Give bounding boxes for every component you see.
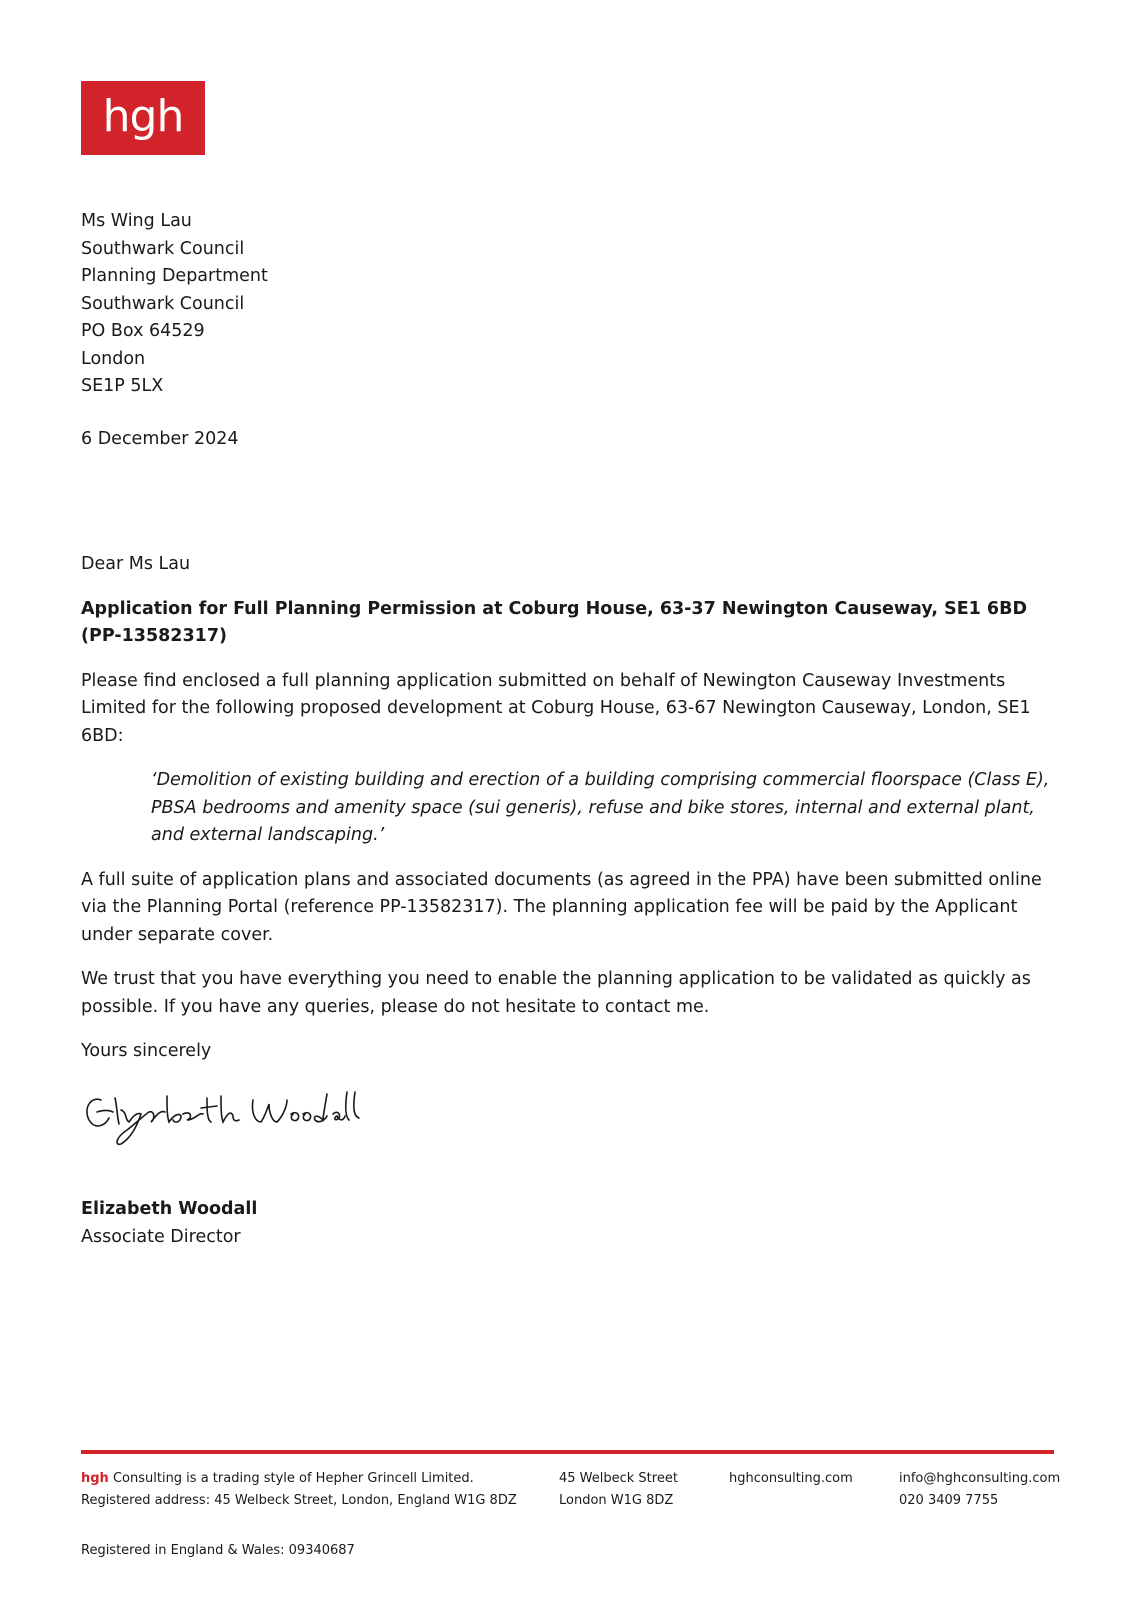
email-link[interactable]: info@hghconsulting.com xyxy=(899,1471,1061,1486)
address-line: Planning Department xyxy=(81,266,268,286)
subject-line: Application for Full Planning Permission at Coburg House, 63-37 Newington Causeway, SE1 6BD (PP-13582317) xyxy=(81,598,1027,646)
website-link[interactable]: hghconsulting.com xyxy=(729,1471,853,1486)
development-description-quote: ‘Demolition of existing building and erection of a building comprising commercial floorspace (Class E), PBSA bedrooms and amenity space (sui generis), refuse and bike stores, internal and external plant, and external landscaping.’ xyxy=(151,770,1050,845)
salutation: Dear Ms Lau xyxy=(81,554,191,574)
handwritten-signature xyxy=(81,1086,361,1152)
address-line: SE1P 5LX xyxy=(81,376,164,396)
paragraph-closing-remarks: We trust that you have everything you need to enable the planning application to be validated as quickly as possible. If you have any queries, please do not hesitate to contact me. xyxy=(81,969,1031,1017)
footer-trading-text: Consulting is a trading style of Hepher Grincell Limited. xyxy=(108,1471,474,1486)
address-line: Southwark Council xyxy=(81,293,245,314)
footer-divider xyxy=(81,1450,1054,1454)
phone-number: 020 3409 7755 xyxy=(899,1492,999,1508)
footer-registered-address: Registered address: 45 Welbeck Street, London, England W1G 8DZ xyxy=(81,1492,517,1508)
footer-company-info xyxy=(81,1468,517,1511)
footer-trading-line xyxy=(81,1468,517,1490)
recipient-address xyxy=(81,208,268,401)
company-logo xyxy=(81,81,205,155)
paragraph-submission: A full suite of application plans and associated documents (as agreed in the PPA) have been submitted online via the Planning Portal (reference PP-13582317). The planning application fee will be paid by the Applicant under separate cover. xyxy=(81,869,1042,945)
address-line: Ms Wing Lau xyxy=(81,211,192,231)
address-line: Southwark Council xyxy=(81,238,245,259)
footer-website[interactable] xyxy=(729,1468,853,1490)
letter-date: 6 December 2024 xyxy=(81,429,239,449)
logo-text: hgh xyxy=(102,90,184,142)
address-line: PO Box 64529 xyxy=(81,321,205,341)
footer-street: 45 Welbeck Street xyxy=(559,1471,678,1486)
signatory-title: Associate Director xyxy=(81,1226,241,1247)
letter-body xyxy=(81,551,1061,1083)
signatory-block xyxy=(81,1196,257,1251)
signatory-name: Elizabeth Woodall xyxy=(81,1199,258,1219)
closing: Yours sincerely xyxy=(81,1041,212,1061)
footer-brand: hgh xyxy=(81,1471,109,1486)
footer-contact xyxy=(899,1468,1060,1511)
paragraph-intro: Please find enclosed a full planning application submitted on behalf of Newington Causeway Investments Limited for the following proposed development at Coburg House, 63-67 Newington Causeway, London, SE1 6BD: xyxy=(81,670,1031,746)
footer-city: London W1G 8DZ xyxy=(559,1492,674,1508)
address-line: London xyxy=(81,348,146,369)
registration-number: Registered in England & Wales: 09340687 xyxy=(81,1543,355,1558)
footer-address xyxy=(559,1468,678,1511)
